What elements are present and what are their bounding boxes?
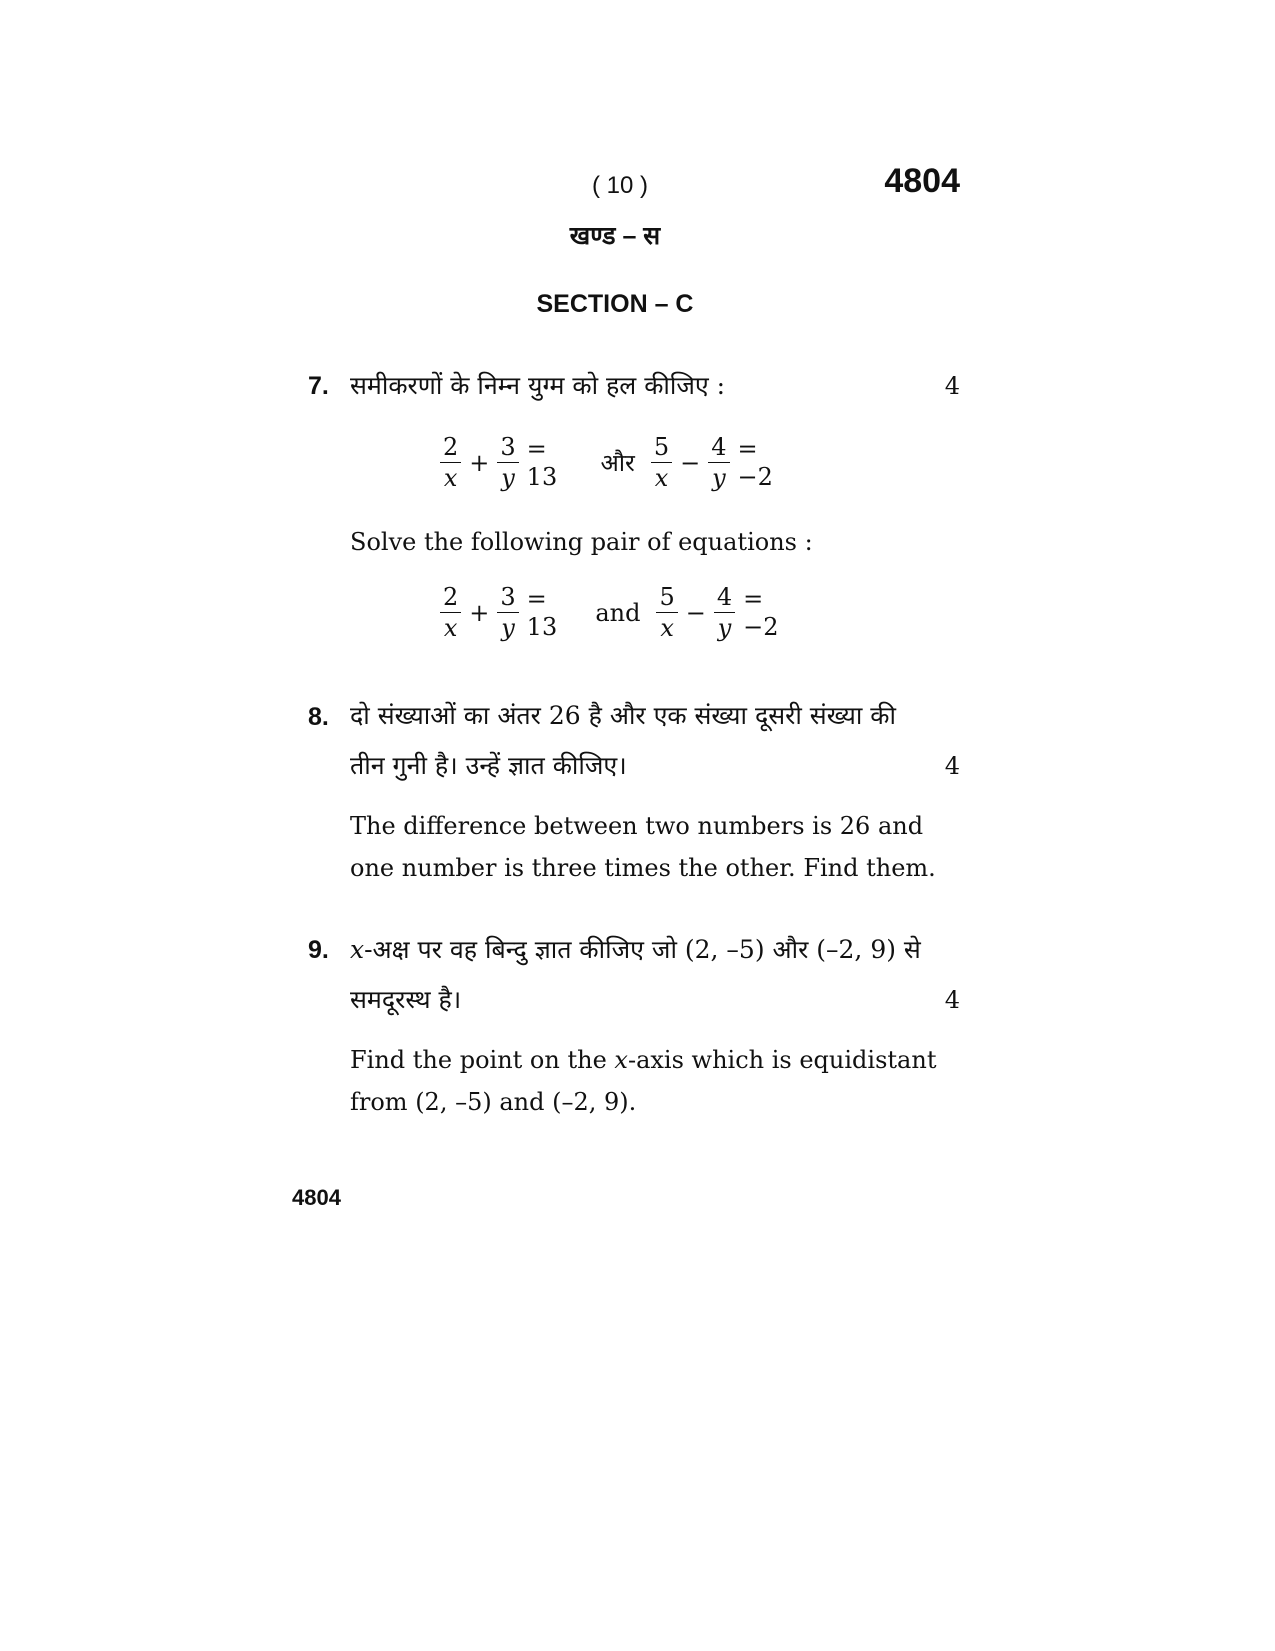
question-9-number: 9. [308, 936, 329, 964]
connector-hindi: और [600, 449, 635, 477]
fraction [651, 432, 672, 493]
numerator: 3 [497, 582, 518, 613]
numerator: 2 [440, 432, 461, 463]
question-9-english-line-1 [350, 1038, 960, 1082]
paper-code-bottom: 4804 [292, 1185, 341, 1210]
page-number: ( 10 ) [591, 172, 648, 199]
question-9-english-line-2: from (2, –5) and (–2, 9). [350, 1088, 637, 1116]
denominator: y [501, 464, 515, 492]
plus-sign: + [469, 448, 490, 477]
equation-2-rhs: = −2 [737, 434, 773, 491]
plus-sign: + [469, 598, 490, 627]
fraction [497, 582, 518, 643]
question-7-equation-english [440, 582, 800, 643]
connector-english: and [595, 598, 641, 627]
question-7-hindi: समीकरणों के निम्न युग्म को हल कीजिए : [350, 371, 726, 400]
fraction [440, 582, 461, 643]
question-9-english-post: -axis which is equidistant [627, 1046, 937, 1074]
denominator: x [654, 464, 669, 492]
fraction [497, 432, 518, 493]
question-7-marks: 4 [944, 372, 960, 400]
equation-1-rhs: = 13 [526, 434, 558, 491]
question-7-english: Solve the following pair of equations : [350, 528, 813, 556]
numerator: 2 [440, 582, 461, 613]
numerator: 4 [714, 582, 735, 613]
question-9-hindi-line-2: समदूरस्थ है। [350, 985, 462, 1014]
numerator: 5 [651, 432, 672, 463]
question-9-hindi-line-1 [350, 928, 960, 972]
section-title-hindi: खण्ड – स [569, 222, 661, 250]
fraction [714, 582, 735, 643]
fraction [708, 432, 729, 493]
paper-code-top: 4804 [884, 162, 960, 200]
question-9-marks: 4 [944, 986, 960, 1014]
fraction [656, 582, 677, 643]
equation-2-rhs: = −2 [743, 584, 779, 641]
equation-1-rhs: = 13 [526, 584, 558, 641]
minus-sign: − [680, 448, 701, 477]
question-9-english-pre: Find the point on the [350, 1046, 615, 1074]
fraction [440, 432, 461, 493]
question-8-hindi-line-1: दो संख्याओं का अंतर 26 है और एक संख्या दूसरी संख्या की [350, 701, 896, 730]
section-title-english: SECTION – C [536, 290, 694, 318]
denominator: x [443, 614, 458, 642]
question-9-hindi-line-1-text: -अक्ष पर वह बिन्दु ज्ञात कीजिए जो (2, –5) और (–2, 9) से [364, 935, 921, 964]
denominator: x [660, 614, 674, 642]
variable-x: x [614, 1046, 628, 1074]
numerator: 3 [497, 432, 518, 463]
question-8-marks: 4 [944, 752, 960, 780]
question-7-number: 7. [308, 372, 329, 400]
numerator: 4 [708, 432, 729, 463]
denominator: y [501, 614, 515, 642]
question-8-english-line-1: The difference between two numbers is 26 and [350, 812, 924, 840]
denominator: y [717, 614, 732, 642]
question-8-hindi-line-2: तीन गुनी है। उन्हें ज्ञात कीजिए। [350, 751, 627, 780]
question-7-equation-hindi [440, 432, 800, 493]
denominator: x [443, 464, 458, 492]
question-8-number: 8. [308, 703, 329, 731]
question-8-english-line-2: one number is three times the other. Find them. [350, 854, 936, 882]
numerator: 5 [656, 582, 677, 613]
denominator: y [712, 464, 726, 492]
variable-x: x [350, 935, 365, 964]
minus-sign: − [685, 598, 706, 627]
